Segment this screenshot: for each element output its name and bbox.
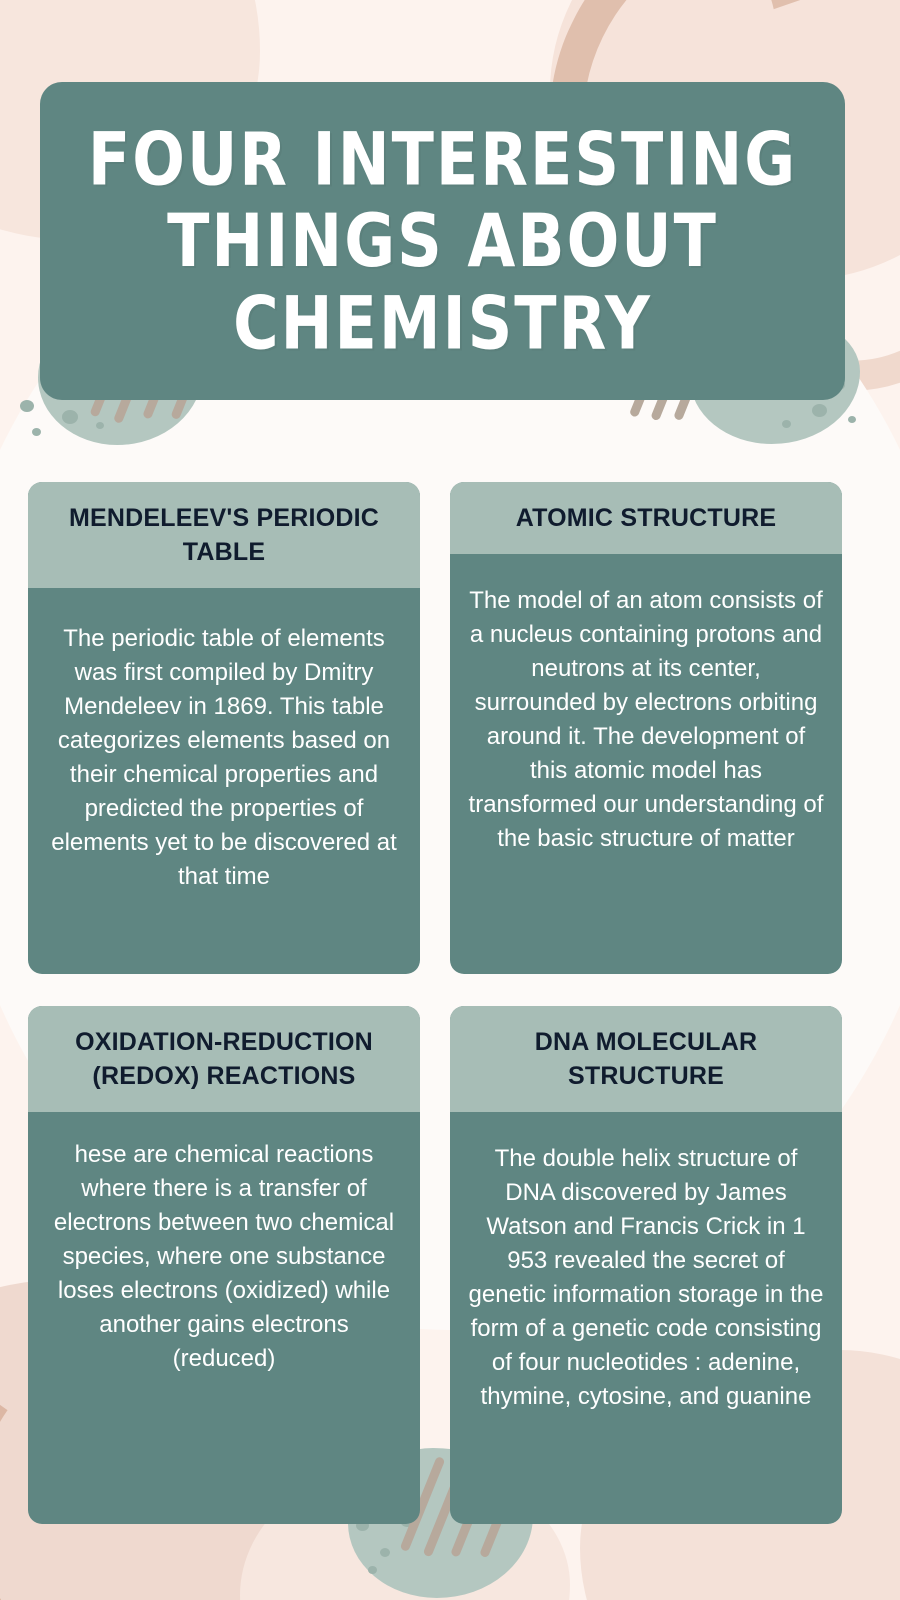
title-card <box>40 82 845 400</box>
card-body: hese are chemical reactions where there is a transfer of electrons between two chemical species, where one substance loses electrons (oxidized) while another gains electrons (reduced) <box>53 1140 395 1372</box>
fact-card-oxidation-reduction-reactions <box>28 1006 420 1524</box>
card-heading: DNA MOLECULAR STRUCTURE <box>450 1006 842 1112</box>
facts-grid <box>28 482 872 1524</box>
fact-card-dna-molecular-structure <box>450 1006 842 1524</box>
card-heading: ATOMIC STRUCTURE <box>450 482 842 554</box>
fact-card-atomic-structure <box>450 482 842 974</box>
card-heading: MENDELEEV'S PERIODIC TABLE <box>28 482 420 588</box>
page-title: FOUR INTERESTING THINGS ABOUT CHEMISTRY <box>87 115 798 366</box>
card-heading: OXIDATION-REDUCTION (REDOX) REACTIONS <box>28 1006 420 1112</box>
card-body: The model of an atom consists of a nucleus containing protons and neutrons at its center, surrounded by electrons orbiting around it. The development of this atomic model has transformed our understanding of the basic structure of matter <box>468 586 824 853</box>
fact-card-mendeleevs-periodic-table <box>28 482 420 974</box>
card-body: The double helix structure of DNA discovered by James Watson and Francis Crick in 1 953 revealed the secret of genetic information storage in the form of a genetic code consisting of four nucleotides : adenine, thymine, cytosine, and guanine <box>468 1144 824 1411</box>
card-body: The periodic table of elements was first compiled by Dmitry Mendeleev in 1869. This table categorizes elements based on their chemical properties and predicted the properties of elements yet to be discovered at that time <box>51 624 397 891</box>
